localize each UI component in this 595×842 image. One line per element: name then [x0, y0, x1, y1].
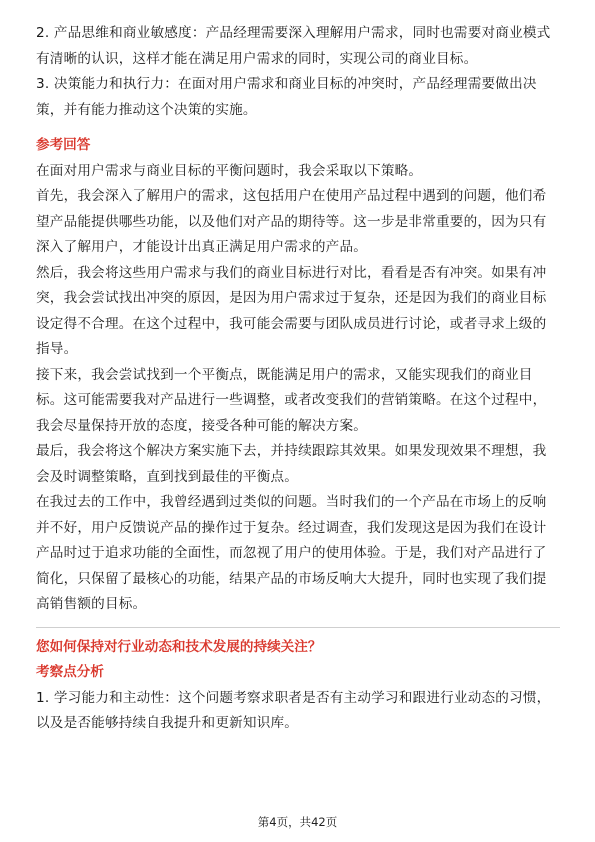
answer-paragraph: 在面对用户需求与商业目标的平衡问题时，我会采取以下策略。 — [36, 162, 423, 179]
intro-point-2: 2. 产品思维和商业敏感度：产品经理需要深入理解用户需求，同时也需要对商业模式有清晰的认识，这样才能在满足用户需求的同时，实现公司的商业目标。 — [36, 25, 551, 67]
question-heading: 您如何保持对行业动态和技术发展的持续关注？ — [36, 638, 322, 655]
answer-heading: 参考回答 — [36, 137, 91, 153]
analysis-heading: 考察点分析 — [36, 664, 104, 680]
answer-paragraph: 最后，我会将这个解决方案实施下去，并持续跟踪其效果。如果发现效果不理想，我会及时调整策略，直到找到最佳的平衡点。 — [36, 443, 547, 485]
section-divider — [36, 627, 560, 628]
intro-point-3: 3. 决策能力和执行力：在面对用户需求和商业目标的冲突时，产品经理需要做出决策，并有能力推动这个决策的实施。 — [36, 76, 537, 118]
answer-paragraph: 在我过去的工作中，我曾经遇到过类似的问题。当时我们的一个产品在市场上的反响并不好，用户反馈说产品的操作过于复杂。经过调查，我们发现这是因为我们在设计产品时过于追求功能的全面性，而忽视了用户的使用体验。于是，我们对产品进行了简化，只保留了最核心的功能，结果产品的市场反响大大提升，同时也实现了我们提高销售额的目标。 — [36, 494, 547, 612]
answer-paragraph: 接下来，我会尝试找到一个平衡点，既能满足用户的需求，又能实现我们的商业目标。这可能需要我对产品进行一些调整，或者改变我们的营销策略。在这个过程中，我会尽量保持开放的态度，接受各种可能的解决方案。 — [36, 366, 547, 434]
document-page — [36, 0, 560, 737]
answer-paragraph: 然后，我会将这些用户需求与我们的商业目标进行对比，看看是否有冲突。如果有冲突，我会尝试找出冲突的原因，是因为用户需求过于复杂，还是因为我们的商业目标设定得不合理。在这个过程中，我可能会需要与团队成员进行讨论，或者寻求上级的指导。 — [36, 264, 547, 357]
answer-paragraph: 首先，我会深入了解用户的需求，这包括用户在使用产品过程中遇到的问题，他们希望产品能提供哪些功能，以及他们对产品的期待等。这一步是非常重要的，因为只有深入了解用户，才能设计出真正满足用户需求的产品。 — [36, 188, 547, 255]
page-footer: 第4页，共42页 — [257, 815, 338, 829]
analysis-point-1: 1. 学习能力和主动性：这个问题考察求职者是否有主动学习和跟进行业动态的习惯，以及是否能够持续自我提升和更新知识库。 — [36, 689, 551, 731]
